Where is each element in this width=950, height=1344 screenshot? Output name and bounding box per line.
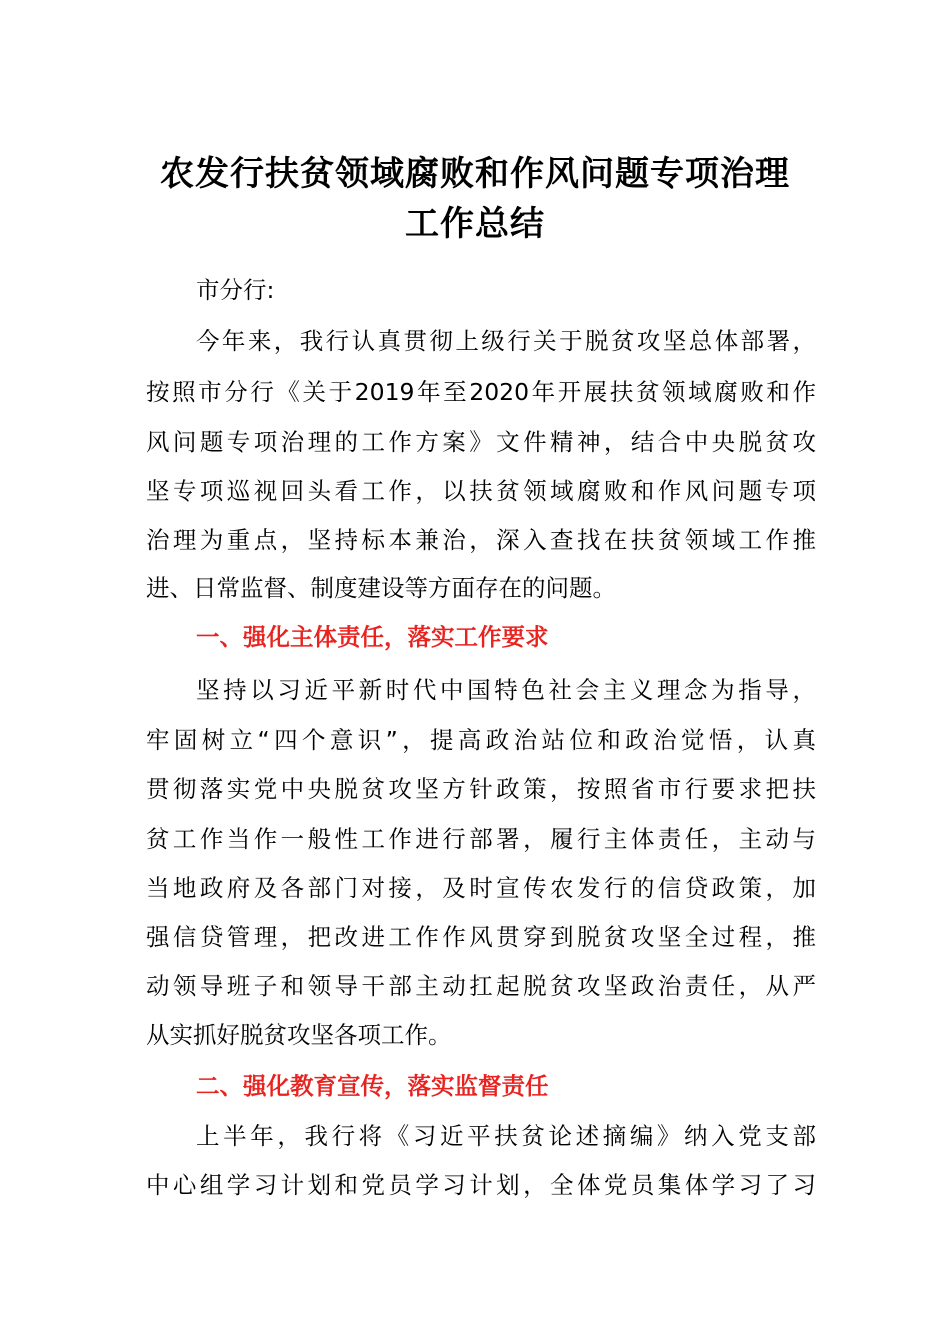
paragraph-1-line: 坚专项巡视回头看工作，以扶贫领域腐败和作风问题专项 [146,477,816,505]
paragraph-2-line: 动领导班子和领导干部主动扛起脱贫攻坚政治责任，从严 [146,972,816,1000]
paragraph-1-line: 风问题专项治理的工作方案》文件精神，结合中央脱贫攻 [146,428,816,456]
section-heading-2: 二、强化教育宣传，落实监督责任 [196,1072,549,1100]
document-title-line-2: 工作总结 [405,204,545,244]
paragraph-2-line: 牢固树立“四个意识”，提高政治站位和政治觉悟，认真 [146,726,816,754]
paragraph-2-line: 贯彻落实党中央脱贫攻坚方针政策，按照省市行要求把扶 [146,775,816,803]
paragraph-2-line: 贫工作当作一般性工作进行部署，履行主体责任，主动与 [146,825,816,853]
salutation: 市分行: [196,276,275,304]
section-heading-1: 一、强化主体责任，落实工作要求 [196,623,549,651]
paragraph-2-line: 当地政府及各部门对接，及时宣传农发行的信贷政策，加 [146,874,816,902]
paragraph-2-line: 强信贷管理，把改进工作作风贯穿到脱贫攻坚全过程，推 [146,923,816,951]
paragraph-3-line: 中心组学习计划和党员学习计划，全体党员集体学习了习 [146,1171,816,1199]
paragraph-1-line: 治理为重点，坚持标本兼治，深入查找在扶贫领域工作推 [146,526,816,554]
paragraph-2-line: 从实抓好脱贫攻坚各项工作。 [146,1021,452,1049]
paragraph-1-line: 按照市分行《关于2019年至2020年开展扶贫领域腐败和作 [146,378,816,406]
paragraph-3-line: 上半年，我行将《习近平扶贫论述摘编》纳入党支部 [196,1122,816,1150]
paragraph-1-line: 今年来，我行认真贯彻上级行关于脱贫攻坚总体部署， [196,327,816,355]
paragraph-1-line: 进、日常监督、制度建设等方面存在的问题。 [146,574,616,602]
paragraph-2-line: 坚持以习近平新时代中国特色社会主义理念为指导， [196,676,816,704]
document-title-line-1: 农发行扶贫领域腐败和作风问题专项治理 [160,154,790,194]
